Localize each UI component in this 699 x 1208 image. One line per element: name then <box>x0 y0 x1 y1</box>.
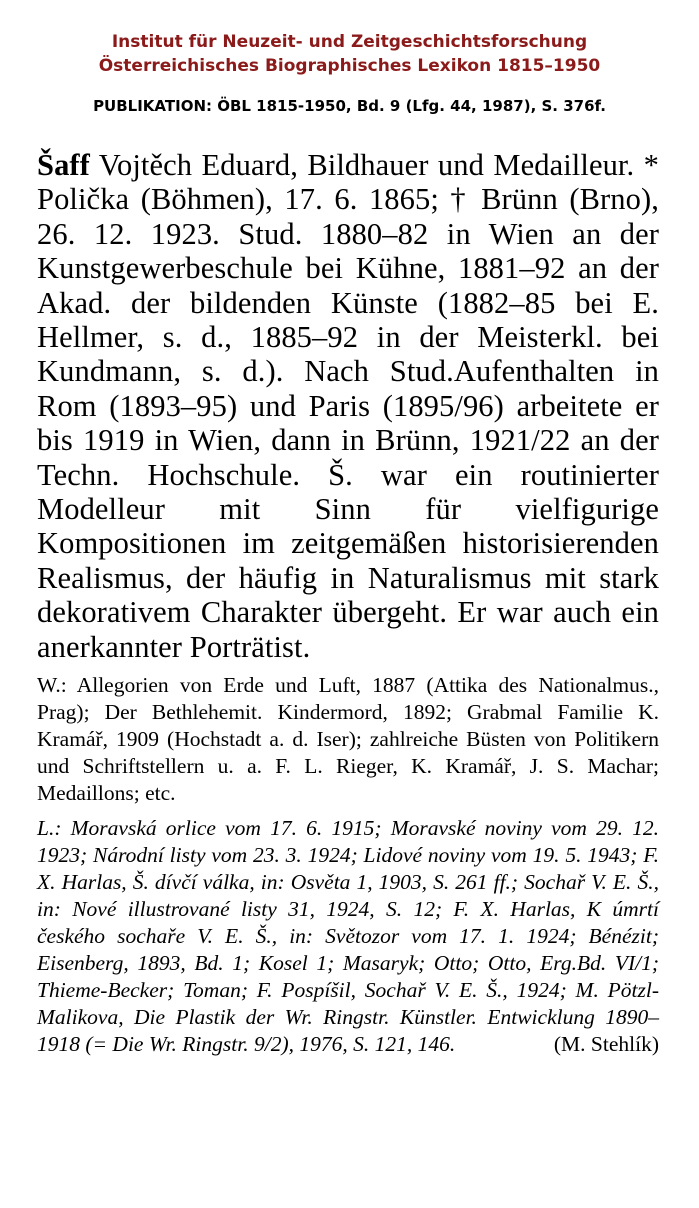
entry-literature-text: L.: Moravská orlice vom 17. 6. 1915; Moravské noviny vom 29. 12. 1923; Národní listy vom 23. 3. 1924; Lidové noviny vom 19. 5. 1943; F. X. Harlas, Š. dívčí válka, in: Osvěta 1, 1903, S. 261 ff.; Sochař V. E. Š., in: Nové illustrované listy 31, 1924, S. 12; F. X. Harlas, K úmrtí českého sochaře V. E. Š., in: Světozor vom 17. 1. 1924; Bénézit; Eisenberg, 1893, Bd. 1; Kosel 1; Masaryk; Otto; Otto, Erg.Bd. VI/1; Thieme-Becker; Toman; F. Pospíšil, Sochař V. E. Š., 1924; M. Pötzl-Malikova, Die Plastik der Wr. Ringstr. Künstler. Entwicklung 1890–1918 (= Die Wr. Ringstr. 9/2), 1976, S. 121, 146. <box>37 816 659 1057</box>
lexicon-title: Österreichisches Biographisches Lexikon 1815–1950 <box>98 56 601 76</box>
entry-author: (M. Stehlík) <box>553 1032 659 1057</box>
entry-headword: Šaff <box>37 148 90 182</box>
publication-reference: PUBLIKATION: ÖBL 1815-1950, Bd. 9 (Lfg. 44, 1987), S. 376f. <box>93 97 606 115</box>
lexicon-entry <box>37 148 659 1058</box>
institute-title: Institut für Neuzeit- und Zeitgeschichtsforschung <box>111 32 588 52</box>
entry-works: W.: Allegorien von Erde und Luft, 1887 (Attika des Nationalmus., Prag); Der Bethlehemit. Kindermord, 1892; Grabmal Familie K. Kramář, 1909 (Hochstadt a. d. Iser); zahlreiche Büsten von Politikern und Schriftstellern u. a. F. L. Rieger, K. Kramář, J. S. Machar; Medaillons; etc. <box>37 673 659 806</box>
entry-main-text <box>37 148 659 664</box>
entry-body: Vojtěch Eduard, Bildhauer und Medailleur. * Polička (Böhmen), 17. 6. 1865; † Brünn (Brno), 26. 12. 1923. Stud. 1880–82 in Wien an der Kunstgewerbeschule bei Kühne, 1881–92 an der Akad. der bildenden Künste (1882–85 bei E. Hellmer, s. d., 1885–92 in der Meisterkl. bei Kundmann, s. d.). Nach Stud.Aufenthalten in Rom (1893–95) und Paris (1895/96) arbeitete er bis 1919 in Wien, dann in Brünn, 1921/22 an der Techn. Hochschule. Š. war ein routinierter Modelleur mit Sinn für vielfigurige Kompositionen im zeitgemäßen historisierenden Realismus, der häufig in Naturalismus mit stark dekorativem Charakter übergeht. Er war auch ein anerkannter Porträtist. <box>37 148 659 664</box>
page-header <box>0 30 699 78</box>
entry-literature <box>37 815 659 1058</box>
